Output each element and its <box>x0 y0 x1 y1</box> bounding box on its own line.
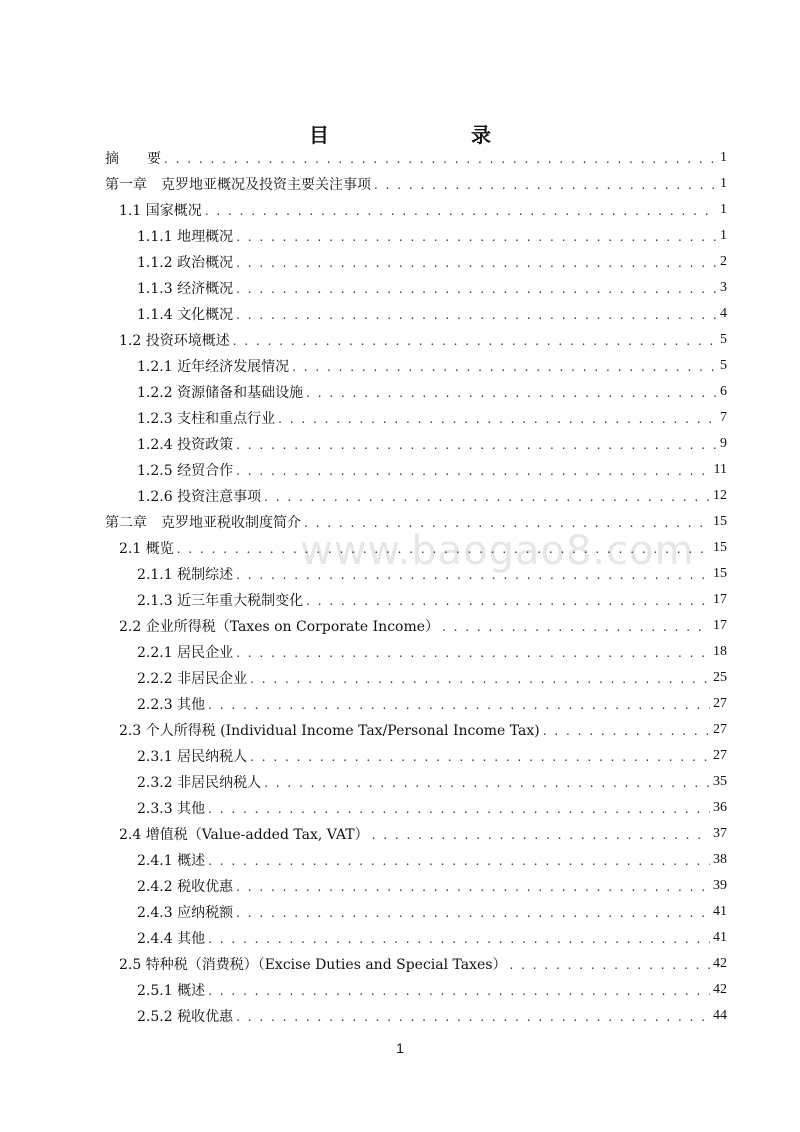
toc-entry-page: 1 <box>720 202 727 217</box>
toc-entry-page: 27 <box>713 722 727 737</box>
toc-entry[interactable] <box>105 249 727 275</box>
toc-entry-page: 39 <box>713 878 727 893</box>
toc-entry-label: 2.2.3 其他 <box>137 697 206 713</box>
toc-entry[interactable] <box>105 795 727 821</box>
toc-entry-page: 6 <box>720 384 727 399</box>
toc-entry-label: 1.2.6 投资注意事项 <box>137 489 262 505</box>
toc-leader <box>264 490 710 504</box>
toc-entry-label: 第一章 克罗地亚概况及投资主要关注事项 <box>105 177 371 193</box>
toc-entry[interactable] <box>105 1003 727 1029</box>
toc-leader <box>164 152 716 166</box>
toc-entry-page: 5 <box>720 332 727 347</box>
toc-leader <box>208 984 710 998</box>
toc-leader <box>442 620 710 634</box>
toc-entry[interactable] <box>105 405 727 431</box>
toc-leader <box>205 204 716 218</box>
toc-entry[interactable] <box>105 743 727 769</box>
toc-entry-page: 11 <box>713 462 727 477</box>
toc-entry-label: 2.1.3 近三年重大税制变化 <box>137 593 304 609</box>
toc-entry-label: 1.1 国家概况 <box>119 203 202 219</box>
toc-leader <box>250 672 710 686</box>
toc-entry[interactable] <box>105 587 727 613</box>
toc-entry-page: 37 <box>713 826 727 841</box>
toc-entry[interactable] <box>105 145 727 171</box>
toc-entry-page: 27 <box>713 748 727 763</box>
toc-entry-page: 12 <box>713 488 727 503</box>
toc-entry[interactable] <box>105 223 727 249</box>
toc-entry[interactable] <box>105 197 727 223</box>
toc-entry[interactable] <box>105 769 727 795</box>
toc-entry[interactable] <box>105 821 727 847</box>
toc-entry-page: 1 <box>720 150 727 165</box>
toc-entry-label: 2.3 个人所得税 (Individual Income Tax/Personal Income Tax) <box>119 723 540 739</box>
toc-leader <box>374 178 716 192</box>
toc-leader <box>208 802 710 816</box>
toc-leader <box>372 828 710 842</box>
toc-leader <box>510 958 710 972</box>
toc-leader <box>264 776 710 790</box>
toc-entry-label: 1.1.2 政治概况 <box>137 255 234 271</box>
toc-entry-label: 1.2.3 支柱和重点行业 <box>137 411 276 427</box>
toc-entry-label: 2.2 企业所得税（Taxes on Corporate Income） <box>119 619 440 635</box>
toc-entry[interactable] <box>105 301 727 327</box>
toc-leader <box>236 880 710 894</box>
toc-entry-label: 2.2.2 非居民企业 <box>137 671 248 687</box>
toc-entry-page: 35 <box>713 774 727 789</box>
toc-entry-label: 1.2.5 经贸合作 <box>137 463 234 479</box>
toc-entry[interactable] <box>105 873 727 899</box>
toc-entry[interactable] <box>105 925 727 951</box>
toc-entry-page: 5 <box>720 358 727 373</box>
toc-entry[interactable] <box>105 665 727 691</box>
toc-leader <box>278 412 716 426</box>
toc-entry-label: 2.3.1 居民纳税人 <box>137 749 248 765</box>
toc-entry-label: 2.4.4 其他 <box>137 931 206 947</box>
toc-entry[interactable] <box>105 717 727 743</box>
page-number: 1 <box>396 1040 404 1056</box>
toc-leader <box>236 256 716 270</box>
toc-entry-label: 2.4.1 概述 <box>137 853 206 869</box>
toc-entry-page: 9 <box>720 436 727 451</box>
toc-entry[interactable] <box>105 899 727 925</box>
toc-entry-label: 1.2 投资环境概述 <box>119 333 230 349</box>
toc-entry[interactable] <box>105 977 727 1003</box>
toc-entry-page: 1 <box>720 176 727 191</box>
toc-entry[interactable] <box>105 171 727 197</box>
toc-entry[interactable] <box>105 561 727 587</box>
toc-entry-label: 1.1.3 经济概况 <box>137 281 234 297</box>
toc-entry[interactable] <box>105 379 727 405</box>
toc-entry-label: 2.3.3 其他 <box>137 801 206 817</box>
toc-entry-page: 15 <box>713 540 727 555</box>
toc-leader <box>236 308 716 322</box>
toc-entry-page: 41 <box>713 904 727 919</box>
toc-leader <box>208 932 710 946</box>
toc-entry-page: 42 <box>713 956 727 971</box>
toc-entry[interactable] <box>105 327 727 353</box>
toc-entry-page: 3 <box>720 280 727 295</box>
toc-entry-page: 38 <box>713 852 727 867</box>
toc-entry-label: 1.1.1 地理概况 <box>137 229 234 245</box>
toc-leader <box>543 724 710 738</box>
toc-title: 目 录 <box>309 123 525 147</box>
toc-entry-label: 1.2.1 近年经济发展情况 <box>137 359 290 375</box>
toc-entry[interactable] <box>105 847 727 873</box>
toc-entry-page: 4 <box>720 306 727 321</box>
toc-entry-label: 摘 要 <box>105 151 161 167</box>
toc-entry[interactable] <box>105 613 727 639</box>
toc-leader <box>236 568 710 582</box>
toc-entry-label: 2.5 特种税（消费税）（Excise Duties and Special Taxes） <box>119 957 507 973</box>
toc-entry-label: 1.1.4 文化概况 <box>137 307 234 323</box>
toc-entry-label: 2.1.1 税制综述 <box>137 567 234 583</box>
toc-leader <box>236 464 710 478</box>
watermark: www.baogao8.com <box>300 528 695 574</box>
toc-leader <box>304 516 710 530</box>
toc-entry-label: 1.2.2 资源储备和基础设施 <box>137 385 304 401</box>
toc-entry-page: 15 <box>713 566 727 581</box>
toc-entry-label: 第二章 克罗地亚税收制度简介 <box>105 515 301 531</box>
toc-entry-page: 1 <box>720 228 727 243</box>
toc-entry-page: 2 <box>720 254 727 269</box>
toc-entry-page: 36 <box>713 800 727 815</box>
toc-entry-page: 25 <box>713 670 727 685</box>
toc-entry-page: 27 <box>713 696 727 711</box>
toc-leader <box>236 438 716 452</box>
toc-entry-page: 44 <box>713 1008 727 1023</box>
toc-leader <box>208 698 710 712</box>
toc-entry-page: 42 <box>713 982 727 997</box>
toc-leader <box>250 750 710 764</box>
toc-entry-label: 2.4 增值税（Value-added Tax, VAT） <box>119 827 369 843</box>
toc-entry[interactable] <box>105 509 727 535</box>
toc-leader <box>236 906 710 920</box>
toc-entry[interactable] <box>105 691 727 717</box>
toc-entry[interactable] <box>105 275 727 301</box>
toc-entry-label: 2.4.3 应纳税额 <box>137 905 234 921</box>
toc-entry[interactable] <box>105 457 727 483</box>
toc-entry-page: 17 <box>713 618 727 633</box>
toc-leader <box>236 282 716 296</box>
toc-entry[interactable] <box>105 483 727 509</box>
toc-entry-page: 17 <box>713 592 727 607</box>
toc-entry-page: 41 <box>713 930 727 945</box>
toc-leader <box>233 334 716 348</box>
toc-leader <box>292 360 716 374</box>
toc-entry-page: 7 <box>720 410 727 425</box>
toc-entry-label: 2.3.2 非居民纳税人 <box>137 775 262 791</box>
toc-entry-page: 15 <box>713 514 727 529</box>
table-of-contents <box>105 145 727 1029</box>
toc-leader <box>208 854 710 868</box>
toc-leader <box>236 1010 710 1024</box>
toc-entry[interactable] <box>105 639 727 665</box>
toc-leader <box>306 594 710 608</box>
toc-entry-page: 18 <box>713 644 727 659</box>
toc-entry[interactable] <box>105 353 727 379</box>
toc-entry-label: 2.5.1 概述 <box>137 983 206 999</box>
toc-entry-label: 2.2.1 居民企业 <box>137 645 234 661</box>
toc-entry[interactable] <box>105 535 727 561</box>
toc-entry[interactable] <box>105 951 727 977</box>
toc-entry[interactable] <box>105 431 727 457</box>
toc-entry-label: 1.2.4 投资政策 <box>137 437 234 453</box>
toc-entry-label: 2.1 概览 <box>119 541 174 557</box>
toc-leader <box>177 542 710 556</box>
toc-entry-label: 2.5.2 税收优惠 <box>137 1009 234 1025</box>
toc-entry-label: 2.4.2 税收优惠 <box>137 879 234 895</box>
toc-leader <box>236 646 710 660</box>
toc-leader <box>306 386 716 400</box>
toc-leader <box>236 230 716 244</box>
